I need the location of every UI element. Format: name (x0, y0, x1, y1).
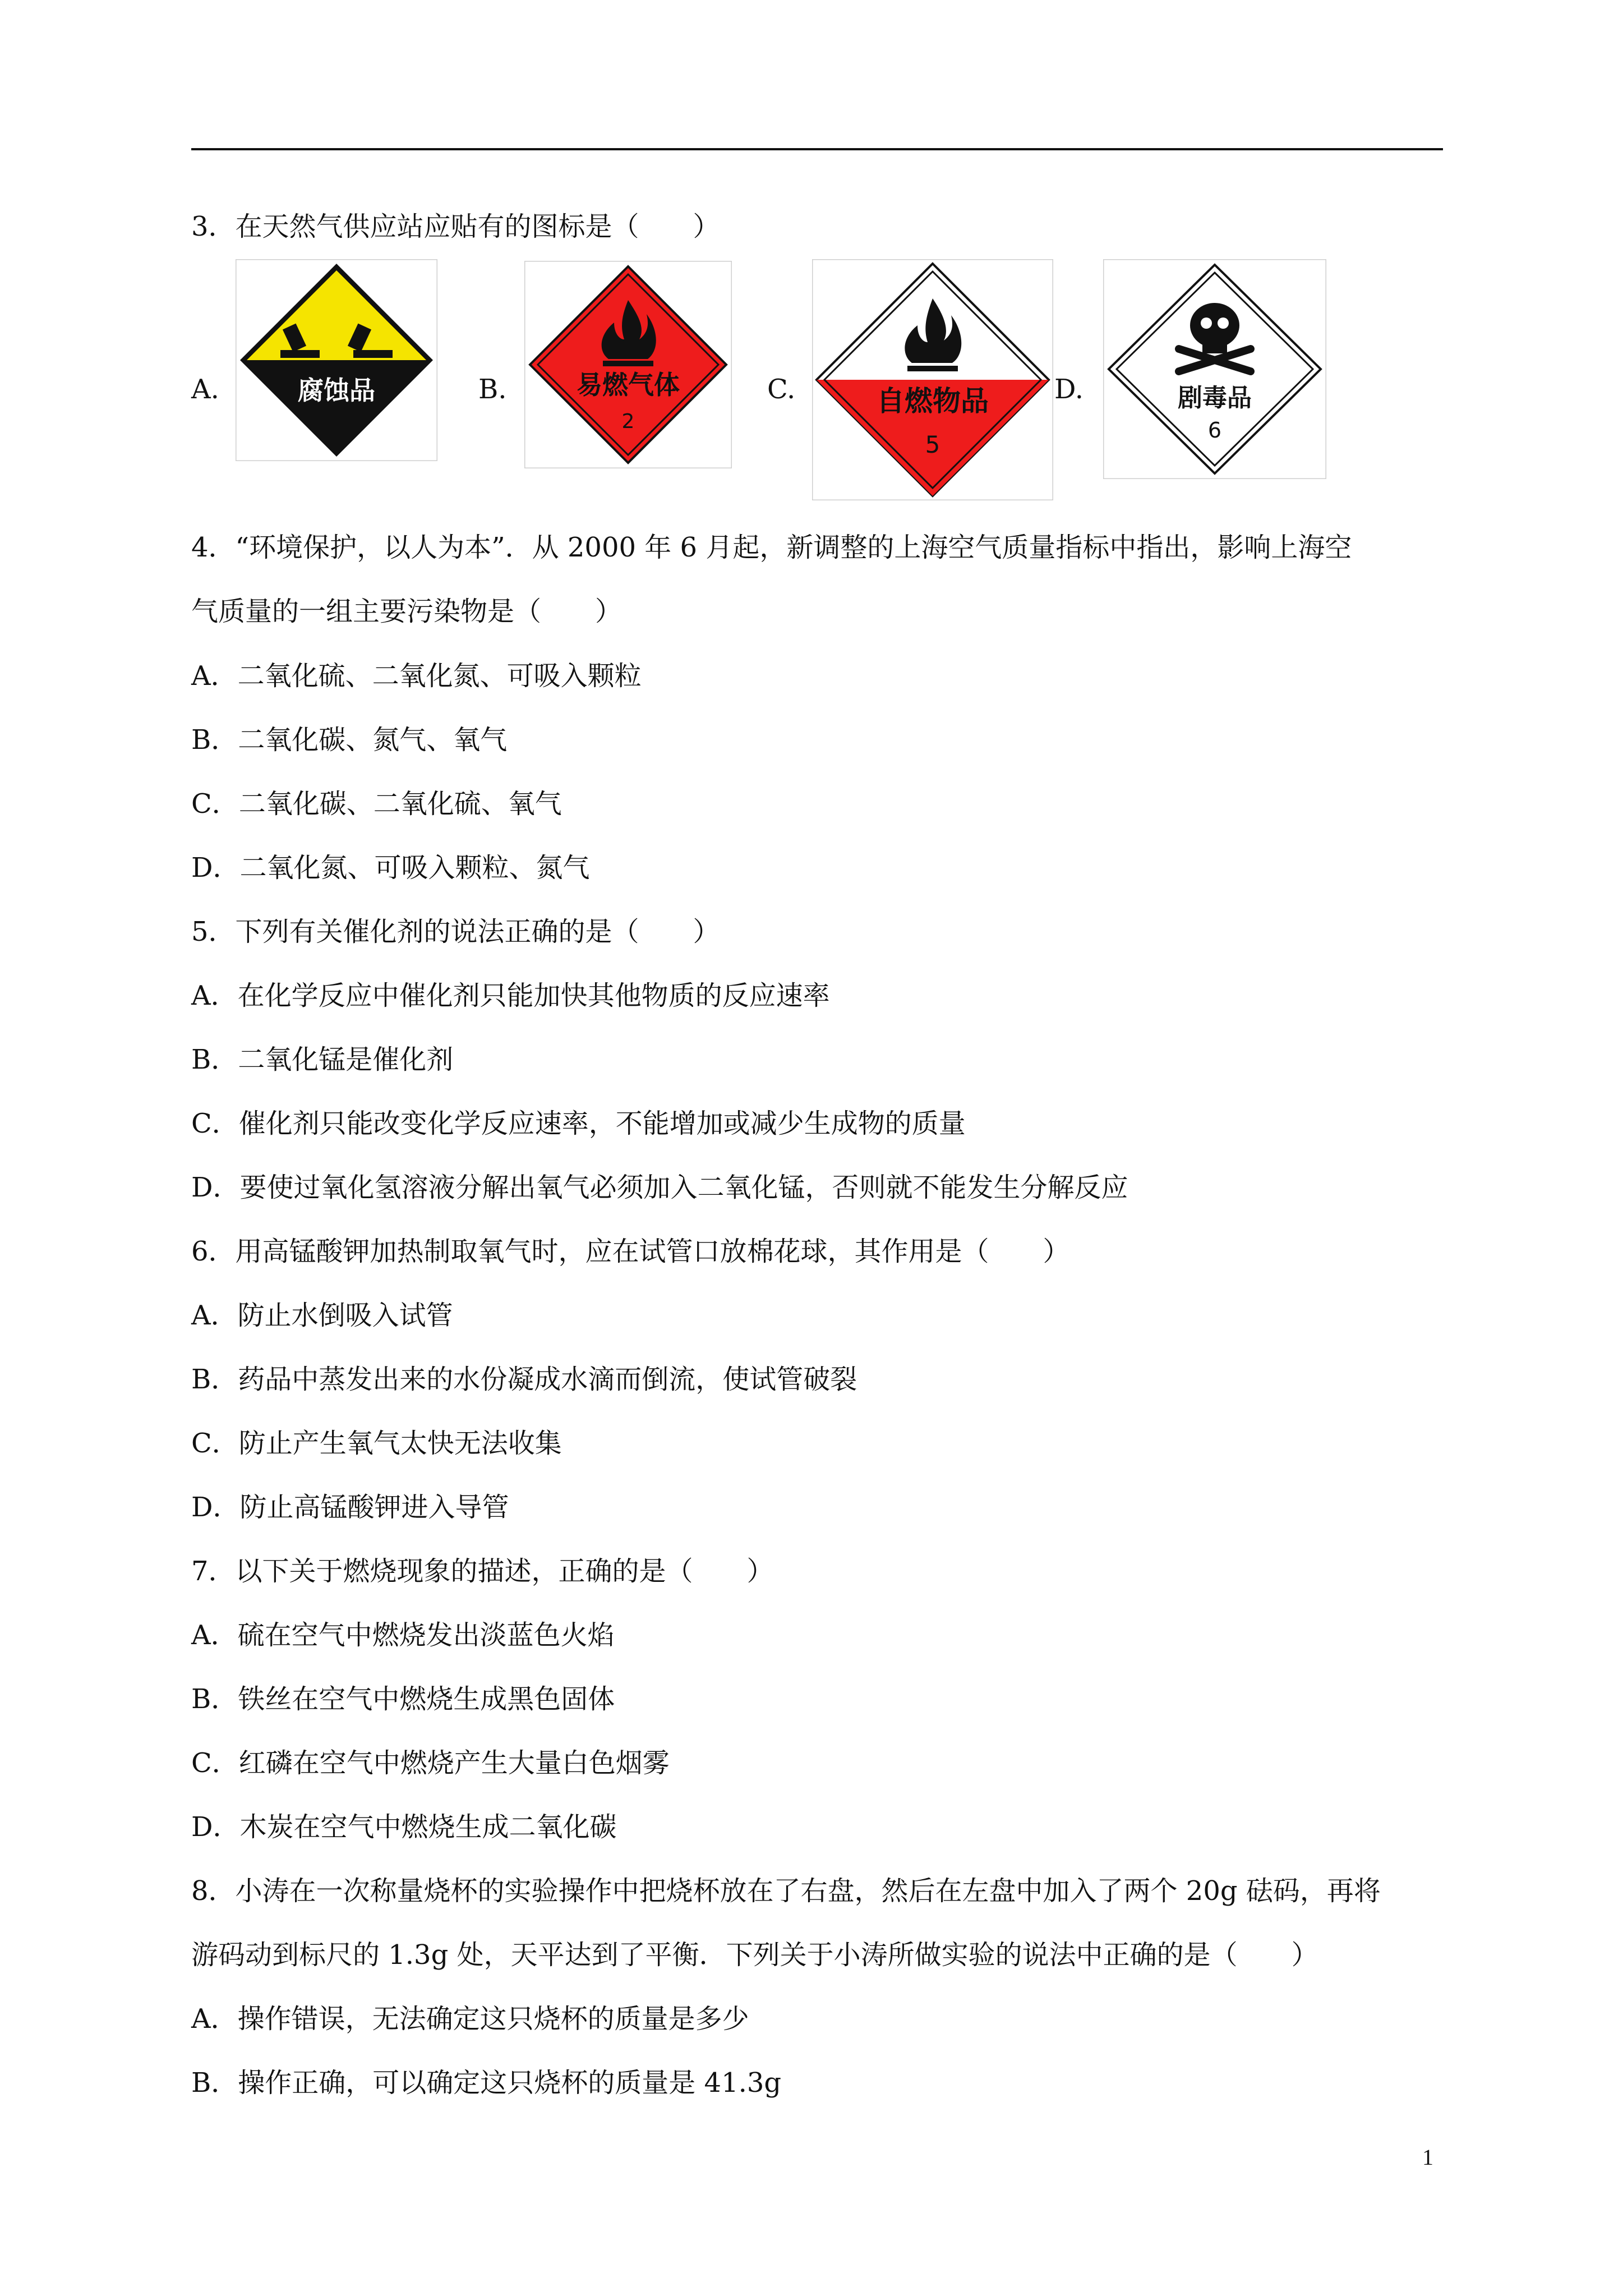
svg-text:腐蚀品: 腐蚀品 (298, 375, 375, 406)
q8-stem-line1: 8．小涛在一次称量烧杯的实验操作中把烧杯放在了右盘，然后在左盘中加入了两个 20g 砝码，再将 (191, 1875, 1381, 1907)
svg-text:剧毒品: 剧毒品 (1178, 384, 1252, 412)
svg-text:6: 6 (1207, 418, 1222, 443)
svg-text:易燃气体: 易燃气体 (577, 370, 680, 400)
svg-text:2: 2 (621, 410, 635, 433)
q7-stem: 7．以下关于燃烧现象的描述，正确的是（ ） (191, 1556, 774, 1587)
svg-text:自燃物品: 自燃物品 (877, 385, 989, 417)
q3-option-b-label: B. (478, 374, 507, 405)
q7-option-c: C．红磷在空气中燃烧产生大量白色烟雾 (191, 1747, 670, 1779)
q6-option-d: D．防止高锰酸钾进入导管 (191, 1492, 509, 1523)
q5-option-b: B．二氧化锰是催化剂 (191, 1044, 454, 1075)
q6-stem: 6．用高锰酸钾加热制取氧气时，应在试管口放棉花球，其作用是（ ） (191, 1236, 1070, 1267)
q5-option-c: C．催化剂只能改变化学反应速率，不能增加或减少生成物的质量 (191, 1108, 966, 1139)
header-rule (191, 148, 1443, 150)
q6-option-a: A．防止水倒吸入试管 (191, 1300, 453, 1331)
q4-option-d: D．二氧化氮、可吸入颗粒、氮气 (191, 852, 590, 884)
q3-option-d-label: D. (1054, 374, 1084, 405)
q7-option-d: D．木炭在空气中燃烧生成二氧化碳 (191, 1811, 617, 1843)
page-number: 1 (1422, 2145, 1433, 2170)
q3-option-a-label: A. (191, 374, 219, 405)
q7-option-a: A．硫在空气中燃烧发出淡蓝色火焰 (191, 1619, 615, 1651)
corrosive-sign-icon (236, 259, 437, 461)
q4-option-b: B．二氧化碳、氮气、氧气 (191, 724, 508, 756)
q5-option-a: A．在化学反应中催化剂只能加快其他物质的反应速率 (191, 980, 830, 1011)
q6-option-c: C．防止产生氧气太快无法收集 (191, 1428, 562, 1459)
q8-option-b: B．操作正确，可以确定这只烧杯的质量是 41.3g (191, 2067, 782, 2099)
flammable-gas-sign-icon (524, 261, 732, 468)
toxic-sign-icon (1103, 259, 1326, 479)
q7-option-b: B．铁丝在空气中燃烧生成黑色固体 (191, 1683, 615, 1715)
q3-option-c-label: C. (767, 374, 796, 405)
q4-option-c: C．二氧化碳、二氧化硫、氧气 (191, 788, 562, 820)
q5-stem: 5．下列有关催化剂的说法正确的是（ ） (191, 916, 720, 947)
q4-option-a: A．二氧化硫、二氧化氮、可吸入颗粒 (191, 660, 642, 692)
q6-option-b: B．药品中蒸发出来的水份凝成水滴而倒流，使试管破裂 (191, 1364, 857, 1395)
q8-stem-line2: 游码动到标尺的 1.3g 处，天平达到了平衡．下列关于小涛所做实验的说法中正确的是（ ） (191, 1939, 1318, 1971)
svg-text:5: 5 (925, 431, 940, 458)
spontaneously-combustible-sign-icon (812, 259, 1053, 500)
q5-option-d: D．要使过氧化氢溶液分解出氧气必须加入二氧化锰，否则就不能发生分解反应 (191, 1172, 1128, 1203)
q3-stem: 3．在天然气供应站应贴有的图标是（ ） (191, 211, 720, 242)
q4-stem-line1: 4．“环境保护，以人为本”．从 2000 年 6 月起，新调整的上海空气质量指标中指出，影响上海空 (191, 532, 1352, 563)
q4-stem-line2: 气质量的一组主要污染物是（ ） (191, 596, 623, 627)
q8-option-a: A．操作错误，无法确定这只烧杯的质量是多少 (191, 2003, 749, 2035)
